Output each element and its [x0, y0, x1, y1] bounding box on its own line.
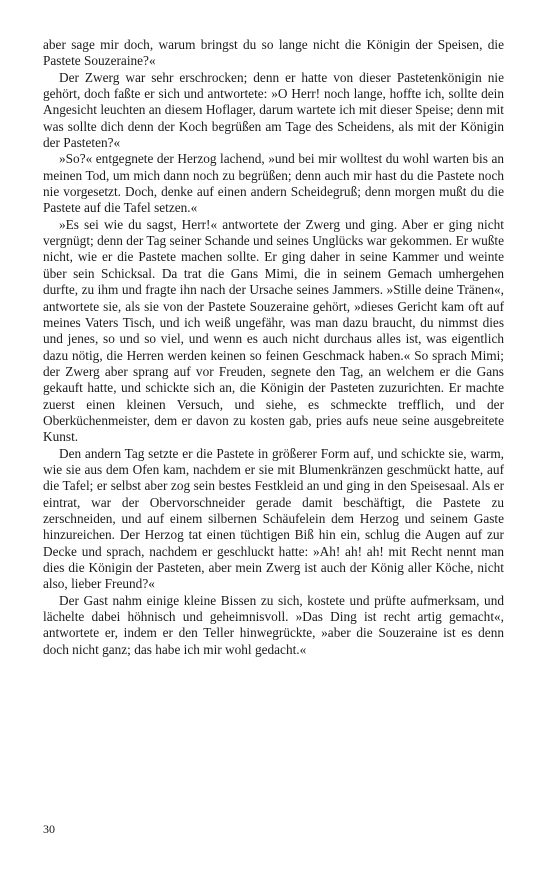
body-text — [43, 37, 504, 658]
paragraph: »So?« entgegnete der Herzog lachend, »und bei mir wolltest du wohl warten bis an meinen Tod, um mich dann noch zu begrüßen; denn auch mir hast du die Pastete noch nie vorgesetzt. Doch, denke auf einen andern Scheidegruß; denn morgen mußt du die Pastete auf die Tafel setzen.« — [43, 151, 504, 216]
paragraph: Der Zwerg war sehr erschrocken; denn er hatte von dieser Pastetenkönigin nie gehört, doch faßte er sich und antwortete: »O Herr! noch lange, hoffte ich, sollte dein Angesicht leuchten an diesem Hoflager, darum wartete ich mit dieser Speise; denn mit was sollte dich denn der Koch begrüßen am Tage des Scheidens, als mit der Königin der Pasteten?« — [43, 69, 504, 151]
paragraph: »Es sei wie du sagst, Herr!« antwortete der Zwerg und ging. Aber er ging nicht vergnügt; denn der Tag seiner Schande und seines Unglücks war gekommen. Er wußte nicht, wie er die Pastete machen sollte. Er ging daher in seine Kammer und weinte über sein Schicksal. Da trat die Gans Mimi, die in seinem Gemach umhergehen durfte, zu ihm und fragte ihn nach der Ursache seines Jammers. »Stille deine Tränen«, antwortete sie, als sie von der Pastete Souzeraine gehört, »dieses Gericht kam oft auf meines Vaters Tisch, und ich weiß ungefähr, was man dazu braucht, du nimmst dies und jenes, so und so viel, und wenn es auch nicht durchaus alles ist, was eigentlich dazu nötig, die Herren werden keinen so feinen Geschmack haben.« So sprach Mimi; der Zwerg aber sprang auf vor Freuden, segnete den Tag, an welchem er die Gans gekauft hatte, und schickte sich an, die Königin der Pasteten zuzurichten. Er machte zuerst einen kleinen Versuch, und siehe, es schmeckte trefflich, und der Oberküchenmeister, dem er davon zu kosten gab, pries aufs neue seine ausgebreitete Kunst. — [43, 216, 504, 445]
paragraph: Der Gast nahm einige kleine Bissen zu sich, kostete und prüfte aufmerksam, und lächelte dabei höhnisch und geheimnisvoll. »Das Ding ist recht artig gemacht«, antwortete er, indem er den Teller hinwegrückte, »aber die Souzeraine ist es denn doch nicht ganz; das habe ich mir wohl gedacht.« — [43, 592, 504, 657]
page-number: 30 — [43, 822, 55, 836]
paragraph: Den andern Tag setzte er die Pastete in größerer Form auf, und schickte sie, warm, wie sie aus dem Ofen kam, nachdem er sie mit Blumenkränzen geschmückt hatte, auf die Tafel; er selbst aber zog sein bestes Festkleid an und ging in den Speisesaal. Als er eintrat, war der Obervorschneider gerade damit beschäftigt, die Pastete zu zerschneiden, und auf einem silbernen Schäufelein dem Herzog und seinem Gaste hinzureichen. Der Herzog tat einen tüchtigen Biß hin ein, schlug die Augen auf zur Decke und sprach, nachdem er geschluckt hatte: »Ah! ah! ah! mit Recht nennt man dies die Königin der Pasteten, aber mein Zwerg ist auch der König aller Köche, nicht also, lieber Freund?« — [43, 445, 504, 592]
paragraph: aber sage mir doch, warum bringst du so lange nicht die Königin der Speisen, die Pastete Souzeraine?« — [43, 37, 504, 69]
